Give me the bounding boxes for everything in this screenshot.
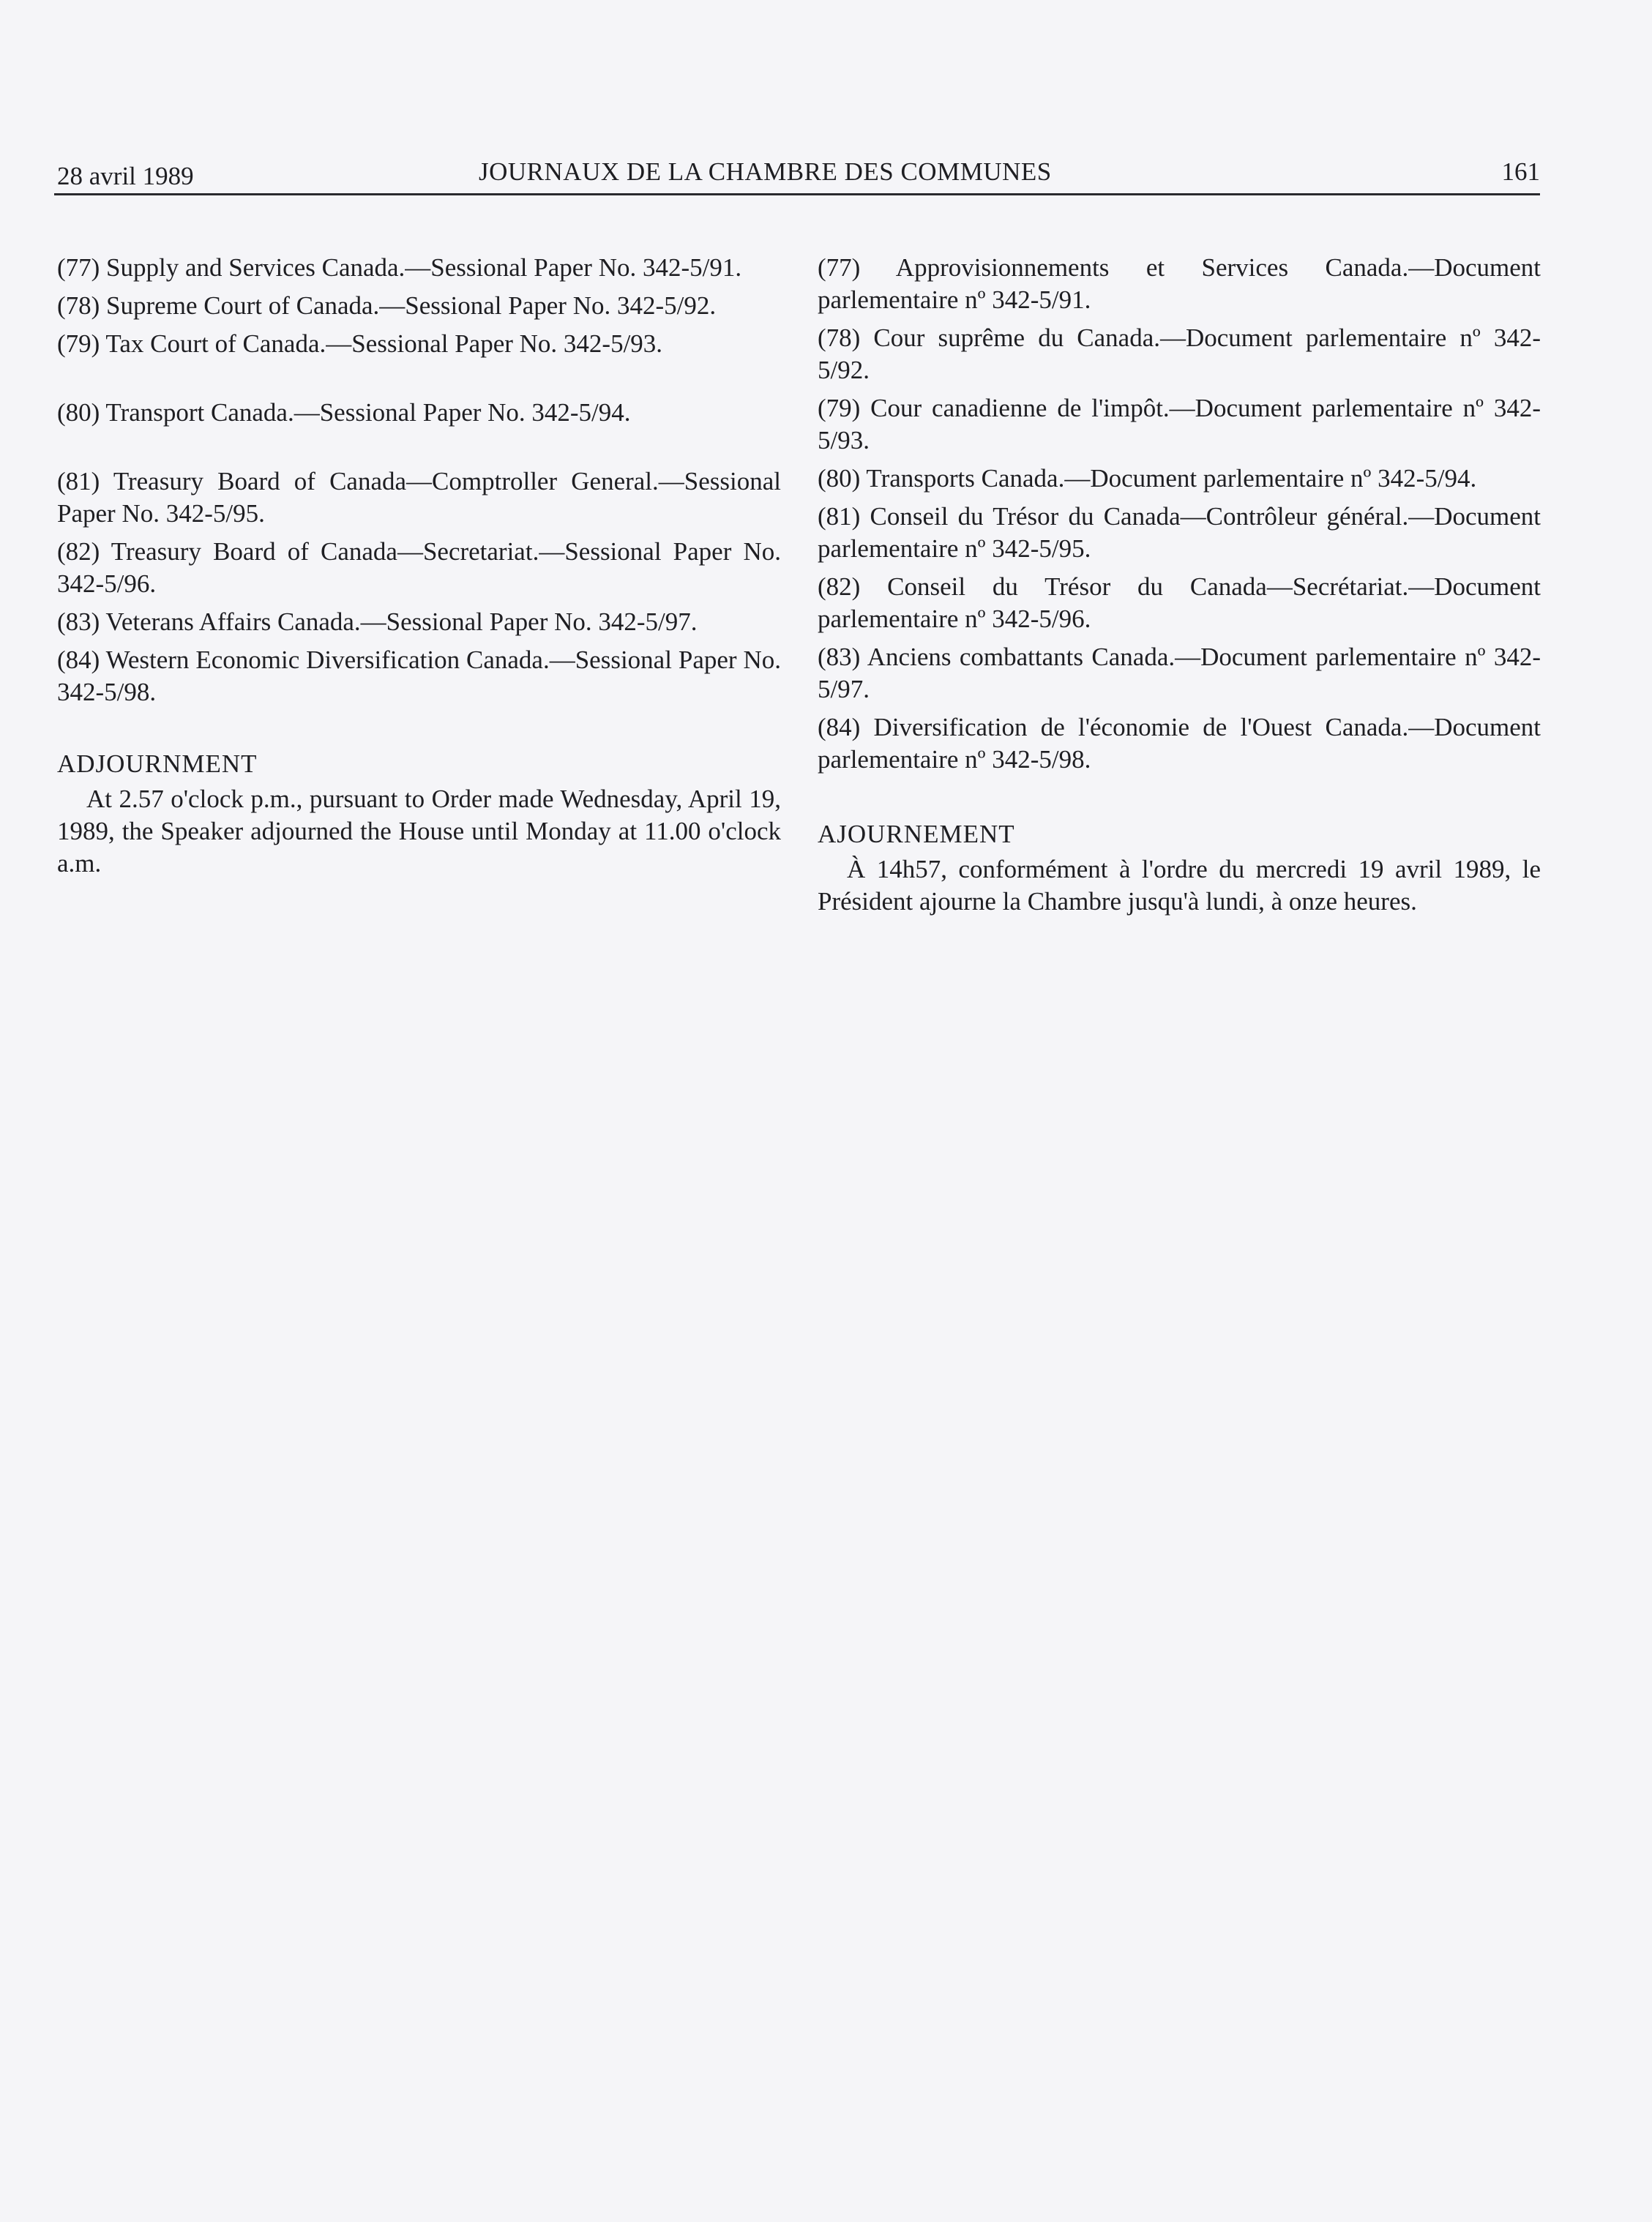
sessional-paper-item-82: (82) Treasury Board of Canada—Secretariat.—Sessional Paper No. 342-5/96. bbox=[57, 537, 781, 598]
document-parlementaire-item-81: (81) Conseil du Trésor du Canada—Contrôleur général.—Document parlementaire nº 342-5/95. bbox=[818, 502, 1541, 563]
document-parlementaire-item-78: (78) Cour suprême du Canada.—Document parlementaire nº 342-5/92. bbox=[818, 323, 1541, 384]
english-column bbox=[57, 252, 781, 880]
adjournment-heading: ADJOURNMENT bbox=[57, 749, 258, 778]
page-number: 161 bbox=[1501, 157, 1540, 186]
sessional-paper-item-80: (80) Transport Canada.—Sessional Paper No. 342-5/94. bbox=[57, 398, 631, 427]
document-parlementaire-item-79: (79) Cour canadienne de l'impôt.—Document parlementaire nº 342-5/93. bbox=[818, 394, 1541, 454]
adjournment-paragraph: At 2.57 o'clock p.m., pursuant to Order made Wednesday, April 19, 1989, the Speaker adjourned the House until Monday at 11.00 o'clock a.m. bbox=[57, 785, 781, 878]
sessional-paper-item-84: (84) Western Economic Diversification Canada.—Sessional Paper No. 342-5/98. bbox=[57, 646, 781, 706]
sessional-paper-item-81: (81) Treasury Board of Canada—Comptroller General.—Sessional Paper No. 342-5/95. bbox=[57, 467, 781, 528]
document-parlementaire-item-80: (80) Transports Canada.—Document parlementaire nº 342-5/94. bbox=[818, 464, 1477, 493]
sessional-paper-item-77: (77) Supply and Services Canada.—Sessional Paper No. 342-5/91. bbox=[57, 253, 742, 282]
header-date: 28 avril 1989 bbox=[57, 162, 194, 190]
document-parlementaire-item-83: (83) Anciens combattants Canada.—Document parlementaire nº 342-5/97. bbox=[818, 643, 1541, 703]
sessional-paper-item-79: (79) Tax Court of Canada.—Sessional Paper No. 342-5/93. bbox=[57, 329, 663, 358]
french-column bbox=[818, 252, 1541, 918]
header-rule bbox=[54, 193, 1540, 195]
journal-title: JOURNAUX DE LA CHAMBRE DES COMMUNES bbox=[479, 157, 1052, 186]
document-parlementaire-item-77: (77) Approvisionnements et Services Canada.—Document parlementaire nº 342-5/91. bbox=[818, 253, 1541, 314]
document-parlementaire-item-82: (82) Conseil du Trésor du Canada—Secrétariat.—Document parlementaire nº 342-5/96. bbox=[818, 572, 1541, 633]
document-parlementaire-item-84: (84) Diversification de l'économie de l'Ouest Canada.—Document parlementaire nº 342-5/98. bbox=[818, 713, 1541, 774]
ajournement-heading: AJOURNEMENT bbox=[818, 820, 1015, 848]
sessional-paper-item-78: (78) Supreme Court of Canada.—Sessional Paper No. 342-5/92. bbox=[57, 291, 717, 320]
running-header bbox=[57, 150, 1540, 194]
ajournement-paragraph: À 14h57, conformément à l'ordre du mercredi 19 avril 1989, le Président ajourne la Chambre jusqu'à lundi, à onze heures. bbox=[818, 855, 1541, 916]
sessional-paper-item-83: (83) Veterans Affairs Canada.—Sessional Paper No. 342-5/97. bbox=[57, 607, 698, 636]
